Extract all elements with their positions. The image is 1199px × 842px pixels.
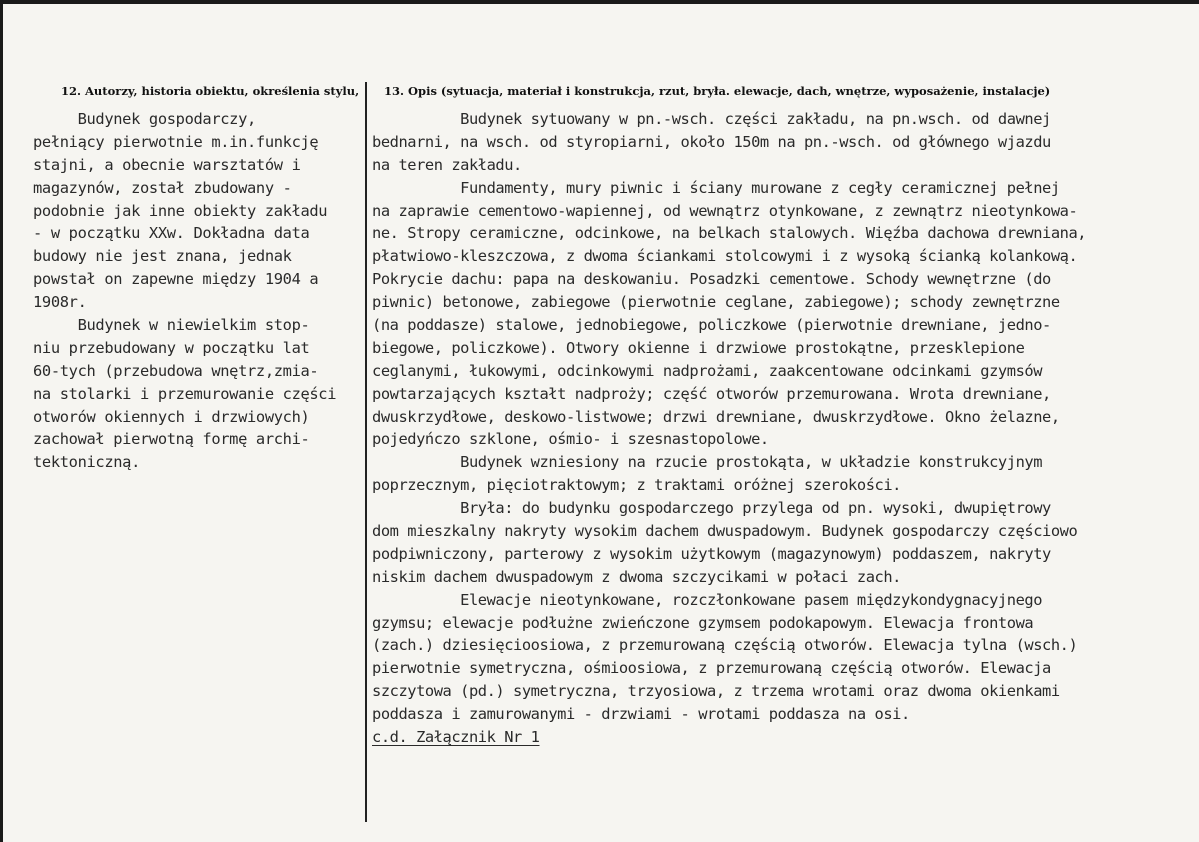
history-text-line: podobnie jak inne obiekty zakładu: [33, 201, 328, 220]
description-text-line: Budynek wzniesiony na rzucie prostokąta, w układzie konstrukcyjnym: [372, 453, 1043, 472]
section-13-heading: 13. Opis (sytuacja, materiał i konstrukcja, rzut, bryła. elewacje, dach, wnętrze, wyposażenie, instalacje): [384, 84, 1051, 98]
history-text-line: na stolarki i przemurowanie części: [33, 384, 337, 403]
description-text-line: gzymsu; elewacje podłużne zwieńczone gzymsem podokapowym. Elewacja frontowa: [372, 613, 1034, 632]
history-text-column: [33, 108, 363, 474]
history-text-line: Budynek w niewielkim stop-: [33, 316, 310, 335]
description-text-line: Fundamenty, mury piwnic i ściany murowane z cegły ceramicznej pełnej: [372, 178, 1060, 197]
history-text-line: 1908r.: [33, 293, 87, 312]
history-text-line: stajni, a obecnie warsztatów i: [33, 155, 301, 174]
description-text-column: [372, 108, 1197, 749]
history-text-line: tektoniczną.: [33, 453, 140, 472]
section-12-heading: 12. Autorzy, historia obiektu, określenia stylu,: [61, 84, 360, 98]
description-text-line: szczytowa (pd.) symetryczna, trzyosiowa, z trzema wrotami oraz dwoma okienkami: [372, 682, 1060, 701]
history-text-line: zachował pierwotną formę archi-: [33, 430, 310, 449]
description-text-line: pojedyńczo szklone, ośmio- i szesnastopolowe.: [372, 430, 769, 449]
description-text-line: dwuskrzydłowe, deskowo-listwowe; drzwi drewniane, dwuskrzydłowe. Okno żelazne,: [372, 407, 1060, 426]
description-text-line: Pokrycie dachu: papa na deskowaniu. Posadzki cementowe. Schody wewnętrzne (do: [372, 270, 1051, 289]
description-text-line: poddasza i zamurowanymi - drzwiami - wrotami poddasza na osi.: [372, 705, 910, 724]
description-text-line: piwnic) betonowe, zabiegowe (pierwotnie ceglane, zabiegowe); schody zewnętrzne: [372, 293, 1060, 312]
description-text-line: Bryła: do budynku gospodarczego przylega od pn. wysoki, dwupiętrowy: [372, 499, 1051, 518]
history-text-line: otworów okiennych i drzwiowych): [33, 407, 310, 426]
description-text-line: powtarzających kształt nadproży; część otworów przemurowana. Wrota drewniane,: [372, 384, 1051, 403]
description-text-line: (na poddasze) stalowe, jednobiegowe, policzkowe (pierwotnie drewniane, jedno-: [372, 316, 1051, 335]
description-text-line: Budynek sytuowany w pn.-wsch. części zakładu, na pn.wsch. od dawnej: [372, 110, 1051, 128]
description-text-line: podpiwniczony, parterowy z wysokim użytkowym (magazynowym) poddaszem, nakryty: [372, 544, 1051, 563]
history-text-line: Budynek gospodarczy,: [33, 110, 256, 128]
column-divider: [365, 82, 367, 822]
description-text-line: płatwiowo-kleszczowa, z dwoma ściankami stolcowymi i z wysoką ścianką kolankową.: [372, 247, 1078, 266]
history-text-line: powstał on zapewne między 1904 a: [33, 270, 319, 289]
description-text-line: (zach.) dziesięcioosiowa, z przemurowaną częścią otworów. Elewacja tylna (wsch.): [372, 636, 1078, 655]
attachment-reference: c.d. Załącznik Nr 1: [372, 728, 540, 747]
description-text-line: biegowe, policzkowe). Otwory okienne i drzwiowe prostokątne, przesklepione: [372, 338, 1025, 357]
history-text-line: 60-tych (przebudowa wnętrz,zmia-: [33, 361, 319, 380]
description-text-line: dom mieszkalny nakryty wysokim dachem dwuspadowym. Budynek gospodarczy częściowo: [372, 522, 1078, 541]
description-text-line: Elewacje nieotynkowane, rozczłonkowane pasem międzykondygnacyjnego: [372, 590, 1043, 609]
description-text-line: na teren zakładu.: [372, 155, 522, 174]
description-text-line: pierwotnie symetryczna, ośmioosiowa, z przemurowaną częścią otworów. Elewacja: [372, 659, 1051, 678]
history-text-line: pełniący pierwotnie m.in.funkcję: [33, 132, 319, 151]
description-text-line: niskim dachem dwuspadowym z dwoma szczycikami w połaci zach.: [372, 567, 901, 586]
history-text-line: budowy nie jest znana, jednak: [33, 247, 292, 266]
description-text-line: bednarni, na wsch. od styropiarni, około 150m na pn.-wsch. od głównego wjazdu: [372, 132, 1051, 151]
history-text-line: - w początku XXw. Dokładna data: [33, 224, 310, 243]
history-text-line: niu przebudowany w początku lat: [33, 338, 310, 357]
history-text-line: magazynów, został zbudowany -: [33, 178, 292, 197]
description-text-line: ne. Stropy ceramiczne, odcinkowe, na belkach stalowych. Więźba dachowa drewniana,: [372, 224, 1087, 243]
description-text-line: ceglanymi, łukowymi, odcinkowymi nadprożami, zaakcentowane odcinkami gzymsów: [372, 361, 1043, 380]
description-text-line: na zaprawie cementowo-wapiennej, od wewnątrz otynkowane, z zewnątrz nieotynkowa-: [372, 201, 1078, 220]
description-text-line: poprzecznym, pięciotraktowym; z traktami oróżnej szerokości.: [372, 476, 901, 495]
